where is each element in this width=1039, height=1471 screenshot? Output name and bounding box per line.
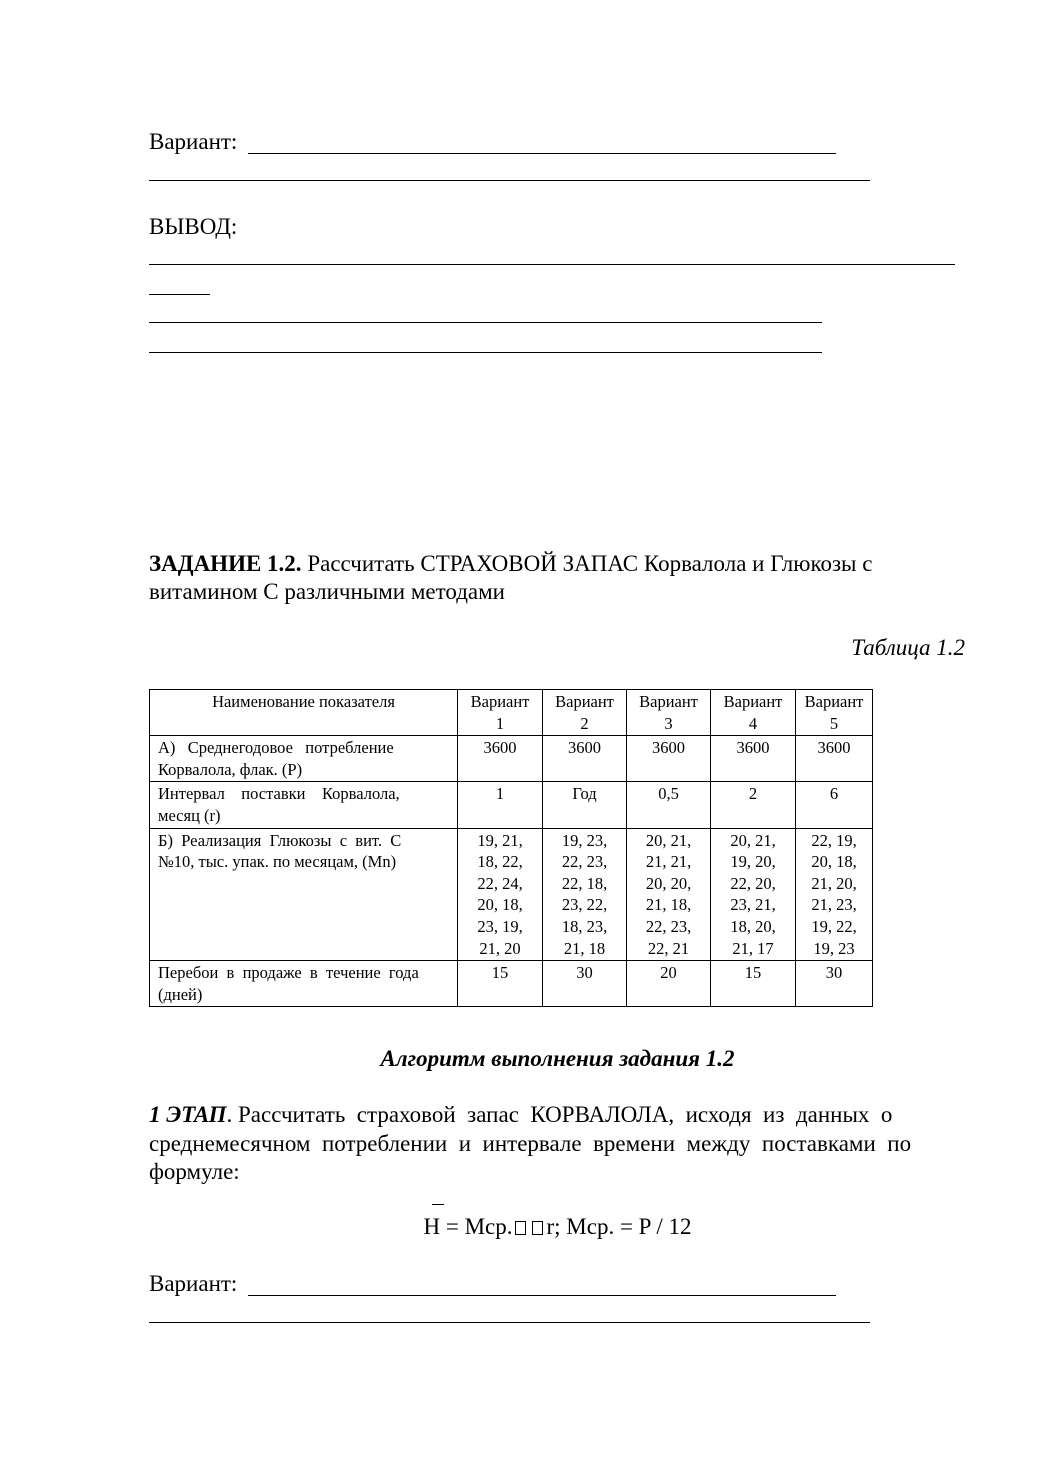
table-cell: 2 — [711, 782, 796, 828]
header-variant-1: Вариант 1 — [458, 690, 543, 736]
header-variant-4: Вариант 4 — [711, 690, 796, 736]
answer-line — [149, 352, 822, 353]
answer-line — [149, 264, 955, 265]
header-variant-2: Вариант 2 — [543, 690, 627, 736]
table-cell: 0,5 — [627, 782, 711, 828]
table-cell: 1 — [458, 782, 543, 828]
answer-line — [149, 180, 870, 181]
answer-line — [149, 322, 822, 323]
answer-line — [149, 1322, 870, 1323]
table-cell: 3600 — [543, 736, 627, 782]
row-label: Б) Реализация Глюкозы с вит. С №10, тыс. упак. по месяцам, (Mn) — [150, 828, 458, 961]
table-cell: 19, 23, 22, 23, 22, 18, 23, 22, 18, 23, 21, 18 — [543, 828, 627, 961]
table-cell: 3600 — [711, 736, 796, 782]
stage-paragraph-line-1 — [149, 1101, 892, 1129]
table-cell: 30 — [796, 961, 873, 1007]
header-variant-3: Вариант 3 — [627, 690, 711, 736]
table-cell: 20, 21, 19, 20, 22, 20, 23, 21, 18, 20, 21, 17 — [711, 828, 796, 961]
row-label: Перебои в продаже в течение года (дней) — [150, 961, 458, 1007]
table-header-row — [150, 690, 873, 736]
table-cell: 30 — [543, 961, 627, 1007]
variant-label-bottom: Вариант: — [149, 1271, 238, 1296]
stage-paragraph-line-3: формуле: — [149, 1159, 240, 1184]
formula-right: r; Mср. = P / 12 — [546, 1214, 692, 1239]
variant-label-top: Вариант: — [149, 129, 238, 154]
table-row — [150, 828, 873, 961]
table-cell: 3600 — [458, 736, 543, 782]
missing-glyph-icon — [532, 1221, 543, 1235]
stage-paragraph-line-2: среднемесячном потреблении и интервале времени между поставками по — [149, 1131, 912, 1156]
row-label: Интервал поставки Корвалола, месяц (r) — [150, 782, 458, 828]
missing-glyph-icon — [515, 1221, 526, 1235]
stage-label: 1 ЭТАП — [149, 1102, 227, 1127]
table-row — [150, 736, 873, 782]
table-cell: 22, 19, 20, 18, 21, 20, 21, 23, 19, 22, 19, 23 — [796, 828, 873, 961]
conclusion-label: ВЫВОД: — [149, 214, 238, 239]
table-row — [150, 782, 873, 828]
algorithm-title: Алгоритм выполнения задания 1.2 — [380, 1046, 735, 1071]
table-cell: 19, 21, 18, 22, 22, 24, 20, 18, 23, 19, 21, 20 — [458, 828, 543, 961]
table-cell: 20, 21, 21, 21, 20, 20, 21, 18, 22, 23, 22, 21 — [627, 828, 711, 961]
formula-left: H = Mср. — [423, 1214, 513, 1239]
table-cell: 3600 — [796, 736, 873, 782]
answer-line — [149, 294, 210, 295]
header-variant-5: Вариант 5 — [796, 690, 873, 736]
table-cell: 3600 — [627, 736, 711, 782]
task-number: ЗАДАНИЕ 1.2. — [149, 551, 302, 576]
task-heading-text-1: Рассчитать СТРАХОВОЙ ЗАПАС Корвалола и Глюкозы с — [301, 551, 873, 576]
answer-line — [248, 153, 836, 154]
answer-line — [248, 1295, 836, 1296]
data-table — [149, 689, 873, 1007]
formula — [0, 1213, 1039, 1241]
table-cell: 15 — [711, 961, 796, 1007]
header-indicator-name: Наименование показателя — [150, 690, 458, 736]
table-caption: Таблица 1.2 — [851, 635, 965, 660]
row-label: А) Среднегодовое потребление Корвалола, флак. (Р) — [150, 736, 458, 782]
task-heading — [149, 550, 965, 578]
table-cell: 20 — [627, 961, 711, 1007]
task-heading-line-2: витамином С различными методами — [149, 579, 505, 604]
stage-text-1: . Рассчитать страховой запас КОРВАЛОЛА, исходя из данных о — [226, 1102, 893, 1127]
table-cell: 15 — [458, 961, 543, 1007]
table-cell: 6 — [796, 782, 873, 828]
table-row — [150, 961, 873, 1007]
table-cell: Год — [543, 782, 627, 828]
